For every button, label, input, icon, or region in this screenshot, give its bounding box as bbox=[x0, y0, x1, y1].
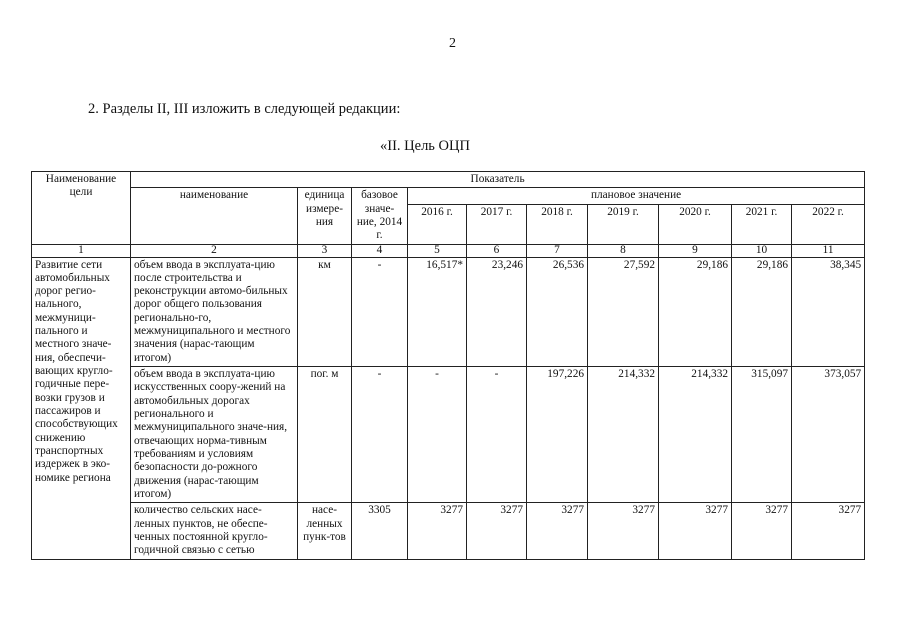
indicator-unit: пог. м bbox=[298, 367, 352, 503]
planned-value: 29,186 bbox=[659, 257, 732, 367]
planned-value: 29,186 bbox=[732, 257, 792, 367]
column-number-row bbox=[32, 244, 865, 257]
planned-value: 3277 bbox=[408, 503, 467, 559]
header-unit: единица измере-ния bbox=[298, 188, 352, 244]
section-title: «II. Цель ОЦП bbox=[380, 138, 470, 154]
planned-value: 214,332 bbox=[588, 367, 659, 503]
page-number: 2 bbox=[449, 36, 456, 51]
table-row bbox=[32, 257, 865, 367]
planned-value: - bbox=[408, 367, 467, 503]
indicator-name: объем ввода в эксплуата-цию искусственных соору-жений на автомобильных дорогах регионального и межмуниципального значе-ния, отвечающих норма-тивным требованиям и условиям безопасности до-рожного движения (нарас-тающим итогом) bbox=[131, 367, 298, 503]
base-value: 3305 bbox=[352, 503, 408, 559]
column-number: 9 bbox=[659, 244, 732, 257]
planned-value: 23,246 bbox=[467, 257, 527, 367]
indicator-unit: насе-ленных пунк-тов bbox=[298, 503, 352, 559]
header-planned-value: плановое значение bbox=[408, 188, 865, 205]
column-number: 5 bbox=[408, 244, 467, 257]
ocp-goal-table bbox=[31, 171, 865, 560]
planned-value: 373,057 bbox=[792, 367, 865, 503]
base-value: - bbox=[352, 367, 408, 503]
header-year: 2019 г. bbox=[588, 205, 659, 244]
header-name: наименование bbox=[131, 188, 298, 244]
planned-value: 3277 bbox=[588, 503, 659, 559]
column-number: 7 bbox=[527, 244, 588, 257]
planned-value: - bbox=[467, 367, 527, 503]
indicator-name: объем ввода в эксплуата-цию после строительства и реконструкции автомо-бильных дорог общего пользования регионально-го, межмуниципального и местного значения (нарас-тающим итогом) bbox=[131, 257, 298, 367]
indicator-name: количество сельских насе-ленных пунктов, не обеспе-ченных постоянной кругло-годичной связью с сетью bbox=[131, 503, 298, 559]
planned-value: 315,097 bbox=[732, 367, 792, 503]
header-year: 2016 г. bbox=[408, 205, 467, 244]
indicator-unit: км bbox=[298, 257, 352, 367]
header-year: 2021 г. bbox=[732, 205, 792, 244]
header-year: 2020 г. bbox=[659, 205, 732, 244]
header-goal-name: Наименование цели bbox=[32, 172, 131, 245]
column-number: 11 bbox=[792, 244, 865, 257]
column-number: 4 bbox=[352, 244, 408, 257]
base-value: - bbox=[352, 257, 408, 367]
column-number: 2 bbox=[131, 244, 298, 257]
column-number: 10 bbox=[732, 244, 792, 257]
header-year: 2017 г. bbox=[467, 205, 527, 244]
goal-cell: Развитие сети автомобильных дорог регио-нального, межмуници-пального и местного значе-ния, обеспечи-вающих кругло-годичные пере-возки грузов и пассажиров и способствующих снижению транспортных издержек в эко-номике региона bbox=[32, 257, 131, 559]
planned-value: 197,226 bbox=[527, 367, 588, 503]
header-indicator: Показатель bbox=[131, 172, 865, 188]
header-year: 2018 г. bbox=[527, 205, 588, 244]
planned-value: 3277 bbox=[659, 503, 732, 559]
intro-paragraph: 2. Разделы II, III изложить в следующей редакции: bbox=[88, 101, 401, 117]
planned-value: 3277 bbox=[792, 503, 865, 559]
planned-value: 26,536 bbox=[527, 257, 588, 367]
planned-value: 3277 bbox=[732, 503, 792, 559]
planned-value: 3277 bbox=[467, 503, 527, 559]
planned-value: 27,592 bbox=[588, 257, 659, 367]
column-number: 1 bbox=[32, 244, 131, 257]
planned-value: 214,332 bbox=[659, 367, 732, 503]
table-row bbox=[32, 503, 865, 559]
header-year: 2022 г. bbox=[792, 205, 865, 244]
column-number: 3 bbox=[298, 244, 352, 257]
planned-value: 3277 bbox=[527, 503, 588, 559]
planned-value: 38,345 bbox=[792, 257, 865, 367]
column-number: 8 bbox=[588, 244, 659, 257]
planned-value: 16,517* bbox=[408, 257, 467, 367]
column-number: 6 bbox=[467, 244, 527, 257]
table-row bbox=[32, 367, 865, 503]
header-base-value: базовое значе-ние, 2014 г. bbox=[352, 188, 408, 244]
